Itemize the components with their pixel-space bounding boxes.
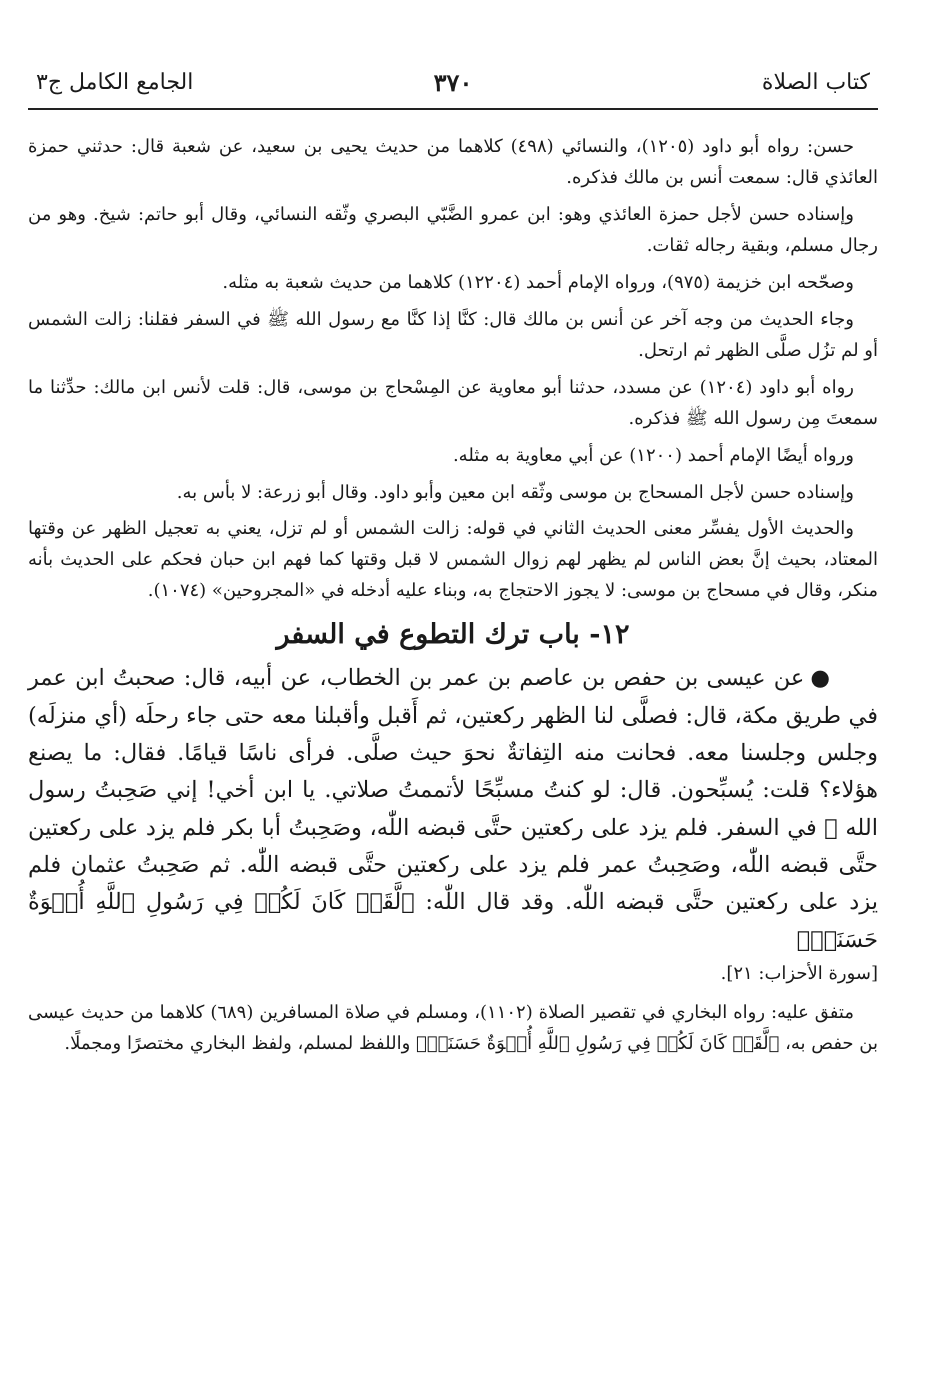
note-paragraph: حسن: رواه أبو داود (١٢٠٥)، والنسائي (٤٩٨) كلاهما من حديث يحيى بن سعيد، عن شعبة قال: حدثني حمزة العائذي قال: سمعت أنس بن مالك فذكره. <box>28 136 878 188</box>
hadith-body: عن عيسى بن حفص بن عاصم بن عمر بن الخطاب، عن أبيه، قال: صحبتُ ابن عمر في طريق مكة، قال: فصلَّى لنا الظهر ركعتين، ثم أَقبل وأقبلنا معه حتى جاء رحلَه (أي منزلَه) وجلس وجلسنا معه. فحانت منه التِفاتةٌ نحوَ حيث صلَّى. فرأى ناسًا قيامًا. فقال: ما يصنع هؤلاء؟ قلت: يُسبِّحون. قال: لو كنتُ مسبِّحًا لأتممتُ صلاتي. يا ابن أخي! إني صَحِبتُ رسول الله ﷺ في السفر. فلم يزد على ركعتين حتَّى قبضه اللّٰه، وصَحِبتُ أبا بكر فلم يزد على ركعتين حتَّى قبضه اللّٰه، وصَحِبتُ عمر فلم يزد على ركعتين حتَّى قبضه اللّٰه. ثم صَحِبتُ عثمان فلم يزد على ركعتين حتَّى قبضه اللّٰه. وقد قال اللّٰه: ﴿لَّقَدۡ كَانَ لَكُمۡ فِي رَسُولِ ٱللَّهِ أُسۡوَةٌ حَسَنَةٞ﴾ <box>28 665 878 953</box>
hadith-text <box>28 660 878 959</box>
book-section-title: كتاب الصلاة <box>761 70 870 95</box>
chapter-heading: ١٢- باب ترك التطوع في السفر <box>276 619 630 651</box>
book-page <box>28 60 878 1354</box>
book-title: الجامع الكامل ج٣ <box>36 70 194 95</box>
bullet-marker: ● <box>810 665 830 692</box>
note-paragraph: والحديث الأول يفسِّر معنى الحديث الثاني في قوله: زالت الشمس أو لم تزل، يعني به تعجيل الظهر عن وقتها المعتاد، بحيث إنَّ بعض الناس لم يظهر لهم زوال الشمس لا قبل وقتها كما فهم ابن حبان فحكم على الحديث بأنه منكر، وقال في مسحاج بن موسى: لا يجوز الاحتجاج به، وبناء عليه أدخله في «المجروحين» (١٠٧٤). <box>28 518 878 602</box>
note-paragraph: وإسناده حسن لأجل حمزة العائذي وهو: ابن عمرو الضَّبّي البصري وثّقه النسائي، وقال أبو حاتم: شيخ. وهو من رجال مسلم، وبقية رجاله ثقات. <box>28 203 878 256</box>
running-header <box>28 60 878 110</box>
takhrij-paragraph: متفق عليه: رواه البخاري في تقصير الصلاة (١١٠٢)، ومسلم في صلاة المسافرين (٦٨٩) كلاهما من حديث عيسى بن حفص به، ﴿لَّقَدۡ كَانَ لَكُمۡ فِي رَسُولِ ٱللَّهِ أُسۡوَةٌ حَسَنَةٞ﴾ واللفظ لمسلم، ولفظ البخاري مختصرًا ومجملًا. <box>28 1002 878 1055</box>
note-paragraph: وإسناده حسن لأجل المسحاج بن موسى وثّقه ابن معين وأبو داود. وقال أبو زرعة: لا بأس به. <box>176 481 854 503</box>
commentary-notes <box>28 132 878 607</box>
note-paragraph: وصحّحه ابن خزيمة (٩٧٥)، ورواه الإمام أحمد (١٢٢٠٤) كلاهما من حديث شعبة به مثله. <box>222 271 854 293</box>
note-paragraph: ورواه أيضًا الإمام أحمد (١٢٠٠) عن أبي معاوية به مثله. <box>452 444 854 466</box>
note-paragraph: وجاء الحديث من وجه آخر عن أنس بن مالك قال: كنَّا إذا كنَّا مع رسول الله ﷺ في السفر فقلنا: زالت الشمس أو لم تزُل صلَّى الظهر ثم ارتحل. <box>28 308 878 361</box>
surah-reference: [سورة الأحزاب: ٢١]. <box>720 963 878 985</box>
note-paragraph: رواه أبو داود (١٢٠٤) عن مسدد، حدثنا أبو معاوية عن المِسْحاج بن موسى، قال: قلت لأنس ابن مالك: حدِّثنا ما سمعتَ مِن رسول الله ﷺ فذكره. <box>28 376 878 429</box>
page-number: ٣٧٠ <box>433 68 473 97</box>
